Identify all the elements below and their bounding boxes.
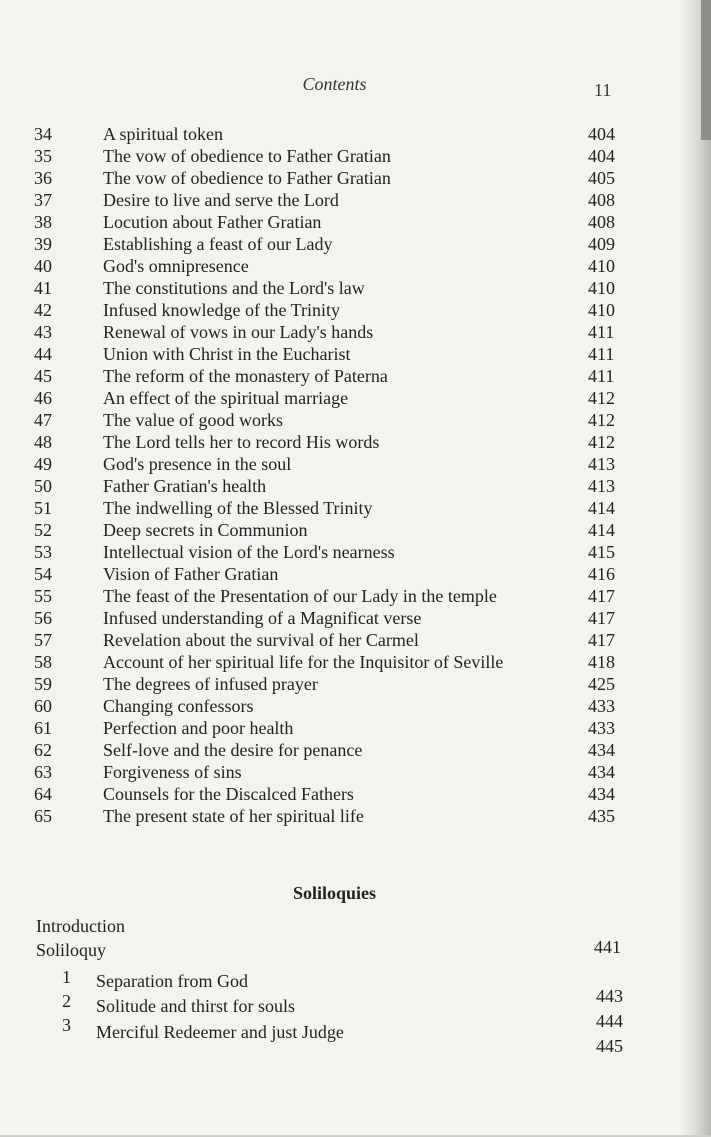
toc-entry-page: 433 — [588, 696, 615, 716]
toc-entry-number: 34 — [34, 124, 52, 144]
toc-entry-page: 413 — [588, 454, 615, 474]
toc-entry-page: 404 — [588, 124, 615, 144]
toc-entry-number: 64 — [34, 784, 52, 804]
toc-entry-page: 410 — [588, 300, 615, 320]
toc-entry-number: 39 — [34, 234, 52, 254]
soliloquy-page: 445 — [596, 1036, 623, 1056]
toc-entry-title: God's omnipresence — [103, 256, 249, 276]
toc-entry-page: 411 — [588, 366, 615, 386]
soliloquy-entry-number: 2 — [62, 991, 71, 1011]
toc-entry-number: 53 — [34, 542, 52, 562]
toc-entry-number: 50 — [34, 476, 52, 496]
toc-entry-title: The constitutions and the Lord's law — [103, 278, 365, 298]
toc-entry — [0, 497, 711, 519]
toc-entry-number: 37 — [34, 190, 52, 210]
toc-entry — [0, 211, 711, 233]
toc-entry — [0, 783, 711, 805]
toc-entry-number: 57 — [34, 630, 52, 650]
toc-entry-title: God's presence in the soul — [103, 454, 292, 474]
toc-entry-number: 43 — [34, 322, 52, 342]
toc-entry-number: 65 — [34, 806, 52, 826]
toc-entry-page: 412 — [588, 410, 615, 430]
toc-entry-number: 63 — [34, 762, 52, 782]
toc-entry-title: Revelation about the survival of her Carmel — [103, 630, 419, 650]
toc-entry-page: 415 — [588, 542, 615, 562]
toc-entry-title: The vow of obedience to Father Gratian — [103, 146, 391, 166]
toc-entry-title: Establishing a feast of our Lady — [103, 234, 333, 254]
toc-entry-page: 434 — [588, 762, 615, 782]
soliloquies-soliloquy-label: Soliloquy — [36, 940, 107, 960]
toc-entry-title: Deep secrets in Communion — [103, 520, 308, 540]
toc-entry-title: The Lord tells her to record His words — [103, 432, 380, 452]
toc-entry — [0, 409, 711, 431]
page-number: 11 — [594, 80, 612, 100]
toc-entry-title: Intellectual vision of the Lord's nearness — [103, 542, 395, 562]
toc-entry-title: The degrees of infused prayer — [103, 674, 318, 694]
toc-entry-title: Forgiveness of sins — [103, 762, 242, 782]
toc-entry-number: 49 — [34, 454, 52, 474]
toc-entry-page: 414 — [588, 520, 615, 540]
toc-entry-page: 410 — [588, 278, 615, 298]
toc-entry-page: 434 — [588, 740, 615, 760]
toc-entry-title: Father Gratian's health — [103, 476, 267, 496]
toc-entry-page: 409 — [588, 234, 615, 254]
soliloquy-entry-title: Separation from God — [96, 971, 248, 991]
toc-entry — [0, 387, 711, 409]
toc-entry-page: 408 — [588, 212, 615, 232]
toc-entry — [0, 695, 711, 717]
toc-entry-number: 62 — [34, 740, 52, 760]
toc-entry-number: 36 — [34, 168, 52, 188]
toc-entry — [0, 761, 711, 783]
toc-entry-page: 417 — [588, 608, 615, 628]
soliloquies-introduction: Introduction — [36, 916, 125, 936]
toc-entry — [0, 365, 711, 387]
toc-entry — [0, 607, 711, 629]
toc-entry — [0, 673, 711, 695]
toc-entry-title: Infused understanding of a Magnificat verse — [103, 608, 422, 628]
toc-entry-title: The reform of the monastery of Paterna — [103, 366, 388, 386]
toc-entry-number: 59 — [34, 674, 52, 694]
soliloquy-page: 444 — [596, 1011, 623, 1031]
toc-entry — [0, 453, 711, 475]
toc-entry — [0, 585, 711, 607]
toc-entry-number: 48 — [34, 432, 52, 452]
section-heading-soliloquies: Soliloquies — [292, 883, 377, 903]
toc-entry-title: Infused knowledge of the Trinity — [103, 300, 340, 320]
toc-entry-number: 41 — [34, 278, 52, 298]
toc-entry — [0, 277, 711, 299]
toc-entry-number: 46 — [34, 388, 52, 408]
toc-entry — [0, 805, 711, 827]
toc-entry-number: 42 — [34, 300, 52, 320]
toc-entry — [0, 739, 711, 761]
soliloquy-page: 443 — [596, 986, 623, 1006]
toc-entry — [0, 145, 711, 167]
toc-entry — [0, 629, 711, 651]
toc-entry-title: The present state of her spiritual life — [103, 806, 364, 826]
toc-entry-title: Self-love and the desire for penance — [103, 740, 363, 760]
toc-entry-number: 51 — [34, 498, 52, 518]
soliloquy-entry-title: Solitude and thirst for souls — [96, 996, 295, 1016]
toc-entry-page: 435 — [588, 806, 615, 826]
toc-entry-number: 56 — [34, 608, 52, 628]
toc-entry-title: A spiritual token — [103, 124, 223, 144]
toc-entry — [0, 343, 711, 365]
toc-entry — [0, 299, 711, 321]
toc-entry — [0, 541, 711, 563]
toc-entry — [0, 475, 711, 497]
toc-entry-number: 44 — [34, 344, 52, 364]
toc-entry-title: Desire to live and serve the Lord — [103, 190, 339, 210]
toc-entry-title: Renewal of vows in our Lady's hands — [103, 322, 374, 342]
toc-entry-number: 54 — [34, 564, 52, 584]
soliloquy-entry-number: 1 — [62, 967, 71, 987]
toc-entry — [0, 563, 711, 585]
toc-entry-page: 405 — [588, 168, 615, 188]
toc-entry — [0, 651, 711, 673]
toc-entry-title: Locution about Father Gratian — [103, 212, 322, 232]
toc-entry — [0, 233, 711, 255]
toc-entry-title: The vow of obedience to Father Gratian — [103, 168, 391, 188]
toc-entry-number: 45 — [34, 366, 52, 386]
toc-entry — [0, 431, 711, 453]
toc-entry-number: 61 — [34, 718, 52, 738]
toc-entry-page: 416 — [588, 564, 615, 584]
toc-entry — [0, 321, 711, 343]
toc-entry-title: Union with Christ in the Eucharist — [103, 344, 351, 364]
toc-entry-title: The feast of the Presentation of our Lady in the temple — [103, 586, 497, 606]
toc-entry-page: 412 — [588, 388, 615, 408]
toc-entry-number: 55 — [34, 586, 52, 606]
toc-entry-number: 58 — [34, 652, 52, 672]
running-head: Contents — [302, 74, 367, 94]
toc-entry-title: Perfection and poor health — [103, 718, 294, 738]
toc-entry-page: 413 — [588, 476, 615, 496]
toc-entry-title: Vision of Father Gratian — [103, 564, 279, 584]
soliloquy-entry-title: Merciful Redeemer and just Judge — [96, 1022, 344, 1042]
soliloquy-page: 441 — [594, 937, 621, 957]
toc-entry-page: 417 — [588, 630, 615, 650]
toc-entry-number: 38 — [34, 212, 52, 232]
toc-entry-page: 404 — [588, 146, 615, 166]
toc-entry-number: 35 — [34, 146, 52, 166]
page-edge-dark — [701, 0, 711, 140]
toc-entry — [0, 167, 711, 189]
toc-entry — [0, 123, 711, 145]
toc-list — [0, 123, 711, 827]
toc-entry-page: 412 — [588, 432, 615, 452]
toc-entry-page: 408 — [588, 190, 615, 210]
toc-entry-title: Account of her spiritual life for the Inquisitor of Seville — [103, 652, 504, 672]
toc-entry — [0, 189, 711, 211]
toc-entry — [0, 717, 711, 739]
toc-entry — [0, 255, 711, 277]
toc-entry-page: 411 — [588, 322, 615, 342]
toc-entry-title: The value of good works — [103, 410, 283, 430]
toc-entry-title: An effect of the spiritual marriage — [103, 388, 349, 408]
toc-entry-page: 417 — [588, 586, 615, 606]
toc-entry-number: 40 — [34, 256, 52, 276]
toc-entry-page: 418 — [588, 652, 615, 672]
toc-entry-title: The indwelling of the Blessed Trinity — [103, 498, 373, 518]
toc-entry — [0, 519, 711, 541]
toc-entry-number: 60 — [34, 696, 52, 716]
toc-entry-title: Changing confessors — [103, 696, 254, 716]
toc-entry-number: 52 — [34, 520, 52, 540]
toc-entry-title: Counsels for the Discalced Fathers — [103, 784, 354, 804]
soliloquy-entry-number: 3 — [62, 1015, 71, 1035]
toc-entry-number: 47 — [34, 410, 52, 430]
toc-entry-page: 414 — [588, 498, 615, 518]
toc-entry-page: 433 — [588, 718, 615, 738]
toc-entry-page: 425 — [588, 674, 615, 694]
toc-entry-page: 410 — [588, 256, 615, 276]
toc-entry-page: 434 — [588, 784, 615, 804]
toc-entry-page: 411 — [588, 344, 615, 364]
